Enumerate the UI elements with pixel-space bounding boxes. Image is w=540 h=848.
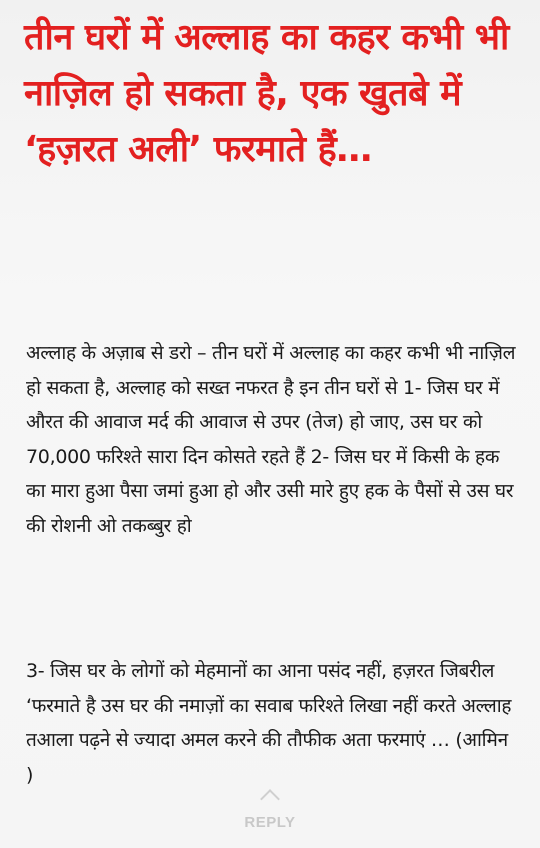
body-paragraph-1: अल्लाह के अज़ाब से डरो – तीन घरों में अल्लाह का कहर कभी भी नाज़िल हो सकता है, अल्लाह को सख्त नफरत है इन तीन घरों से 1- जिस घर में औरत की आवाज मर्द की आवाज से उपर (तेज) हो जाए, उस घर को 70,000 फरिश्ते सारा दिन कोसते रहते हैं 2- जिस घर में किसी के हक का मारा हुआ पैसा जमां हुआ हो और उसी मारे हुए हक के पैसों से उस घर की रोशनी ओ तकब्बुर हो bbox=[26, 342, 516, 537]
body-paragraph-2: 3- जिस घर के लोगों को मेहमानों का आना पसंद नहीं, हज़रत जिबरील ‘फरमाते है उस घर की नमाज़ों का सवाब फरिश्ते लिखा नहीं करते अल्लाह तआला पढ़ने से ज्यादा अमल करने की तौफीक अता फरमाएं … (आमिन ) bbox=[26, 660, 512, 786]
reply-button[interactable] bbox=[0, 792, 540, 831]
headline: तीन घरों में अल्लाह का कहर कभी भी नाज़िल हो सकता है, एक खुतबे में ‘हज़रत अली’ फरमाते हैं… bbox=[24, 17, 509, 170]
chevron-up-icon bbox=[260, 789, 280, 809]
reply-label: REPLY bbox=[244, 814, 296, 831]
